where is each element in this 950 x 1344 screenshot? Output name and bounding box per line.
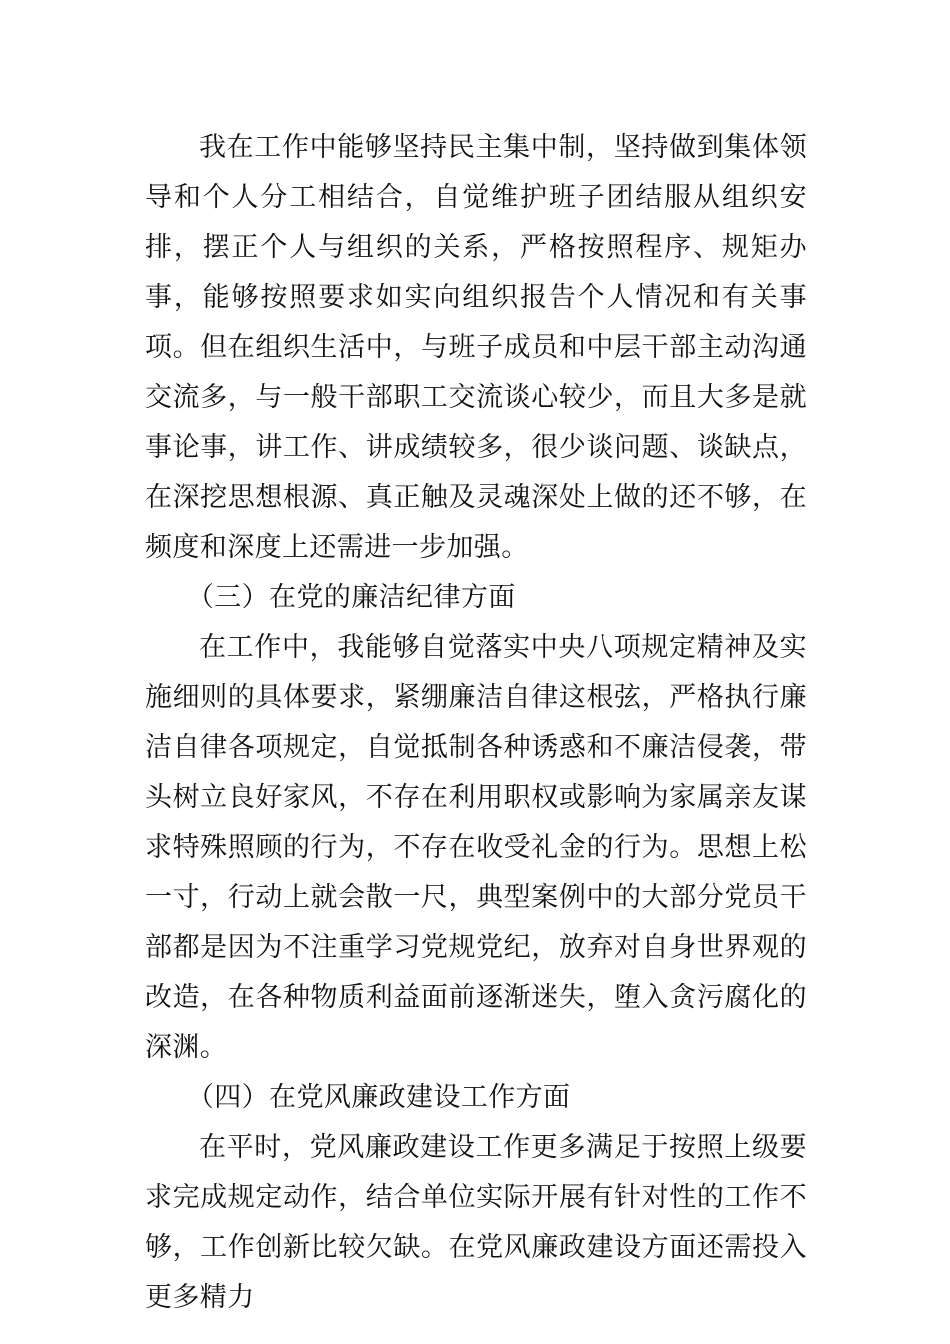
paragraph-clean-governance: 在平时，党风廉政建设工作更多满足于按照上级要求完成规定动作，结合单位实际开展有针对性的工作不够，工作创新比较欠缺。在党风廉政建设方面还需投入更多精力 bbox=[145, 1132, 807, 1313]
paragraph-integrity-discipline: 在工作中，我能够自觉落实中央八项规定精神及实施细则的具体要求，紧绷廉洁自律这根弦，严格执行廉洁自律各项规定，自觉抵制各种诱惑和不廉洁侵袭，带头树立良好家风，不存在利用职权或影响为家属亲友谋求特殊照顾的行为，不存在收受礼金的行为。思想上松一寸，行动上就会散一尺，典型案例中的大部分党员干部都是因为不注重学习党规党纪，放弃对自身世界观的改造，在各种物质利益面前逐渐迷失，堕入贪污腐化的深渊。 bbox=[145, 632, 807, 1063]
section-heading-integrity-discipline: （三）在党的廉洁纪律方面 bbox=[186, 582, 516, 613]
document-body bbox=[145, 123, 807, 1323]
section-heading-clean-governance: （四）在党风廉政建设工作方面 bbox=[186, 1082, 571, 1113]
paragraph-democratic-centralism: 我在工作中能够坚持民主集中制，坚持做到集体领导和个人分工相结合，自觉维护班子团结服从组织安排，摆正个人与组织的关系，严格按照程序、规矩办事，能够按照要求如实向组织报告个人情况和有关事项。但在组织生活中，与班子成员和中层干部主动沟通交流多，与一般干部职工交流谈心较少，而且大多是就事论事，讲工作、讲成绩较多，很少谈问题、谈缺点，在深挖思想根源、真正触及灵魂深处上做的还不够，在频度和深度上还需进一步加强。 bbox=[145, 132, 807, 563]
